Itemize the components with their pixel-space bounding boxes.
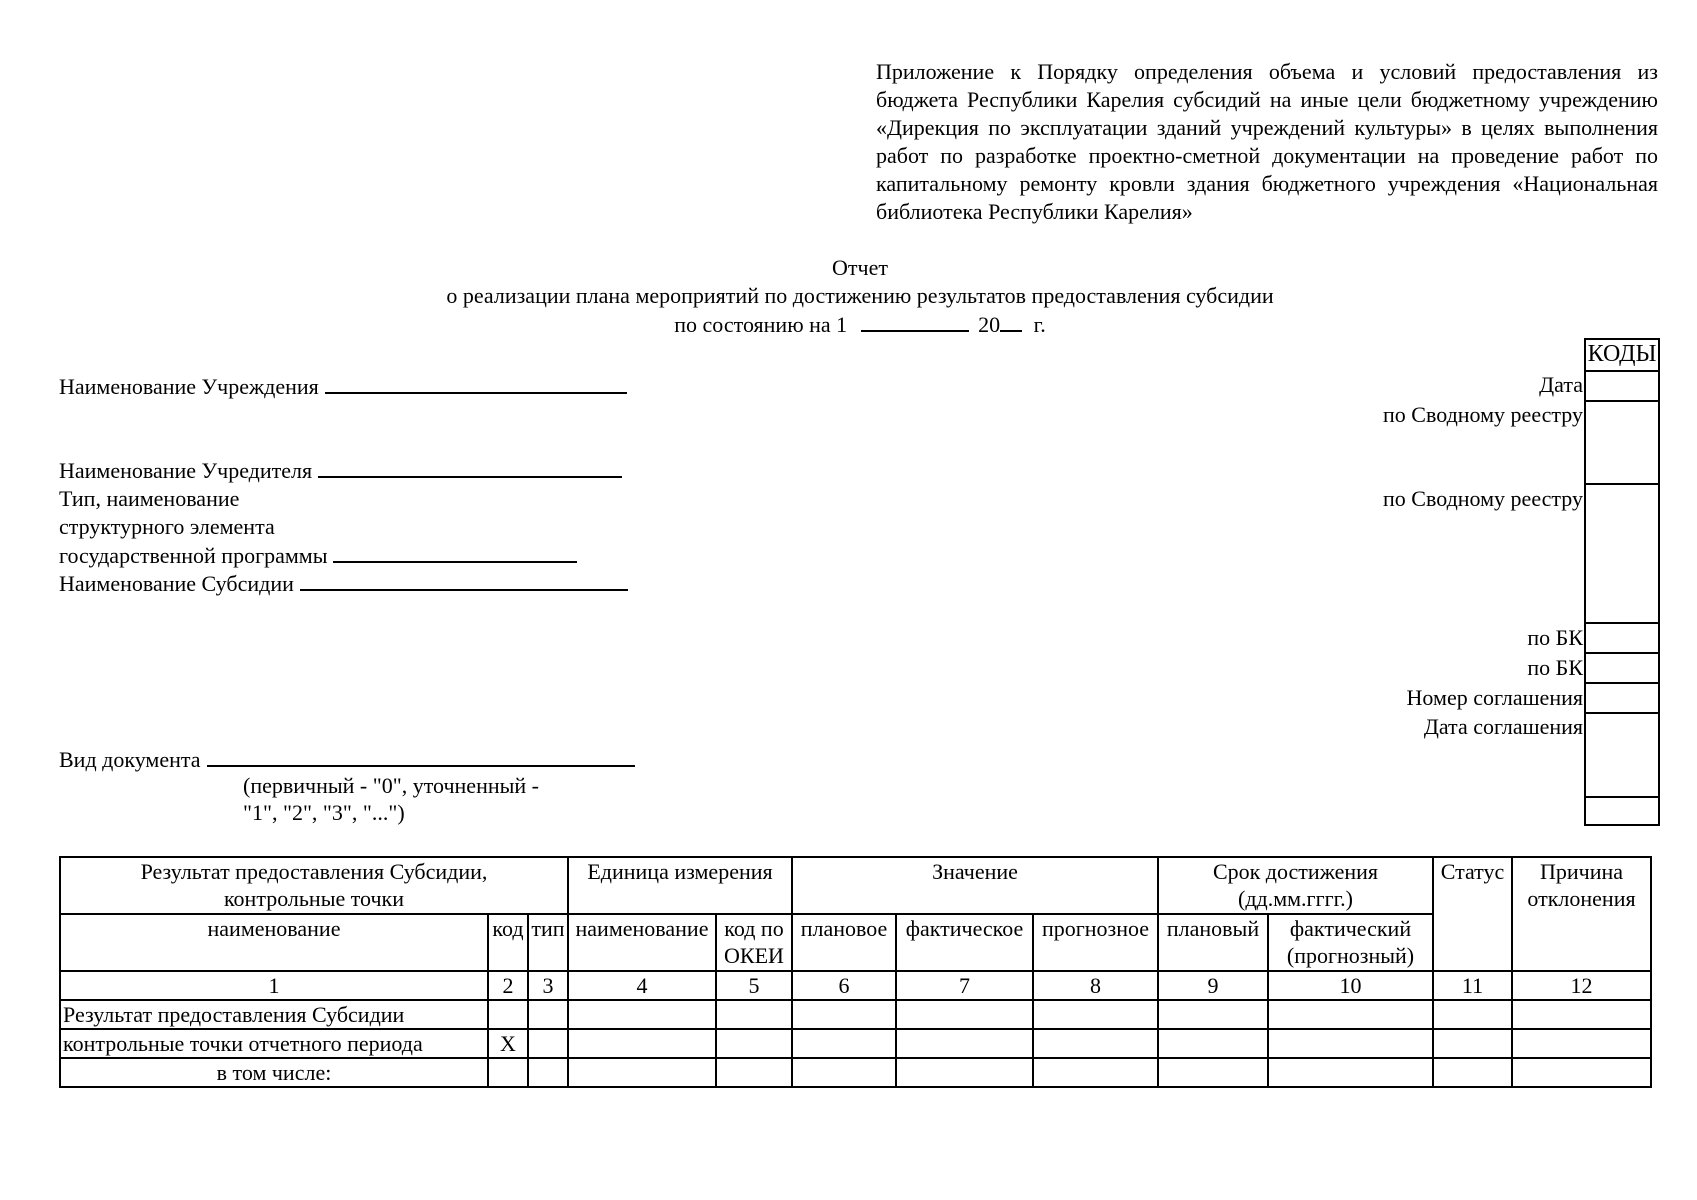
header-result-line2: контрольные точки <box>223 886 405 911</box>
column-number: 2 <box>488 971 528 1000</box>
program-label-1: Тип, наименование <box>59 486 240 511</box>
subheader-okei-line2: ОКЕИ <box>724 943 784 968</box>
subheader-forecast: прогнозное <box>1033 914 1158 971</box>
subheader-type: тип <box>528 914 568 971</box>
doc-type-label: Вид документа <box>59 747 201 772</box>
date-prefix: по состоянию на 1 <box>674 312 848 337</box>
founder-label: Наименование Учредителя <box>59 458 313 483</box>
subheader-planned-date: плановый <box>1158 914 1268 971</box>
header-deadline <box>1158 857 1433 914</box>
code-label-registry-2: по Сводному реестру <box>1383 486 1583 511</box>
doc-type-hint-1: (первичный - "0", уточненный - <box>243 773 539 798</box>
row-planned-date[interactable] <box>1158 1000 1268 1029</box>
program-field[interactable] <box>333 541 577 563</box>
row-code[interactable] <box>488 1000 528 1029</box>
program-label-2: структурного элемента <box>59 514 275 539</box>
row-name: в том числе: <box>60 1058 488 1087</box>
doc-type-field[interactable] <box>207 745 635 767</box>
header-result-line1: Результат предоставления Субсидии, <box>140 859 488 884</box>
institution-label: Наименование Учреждения <box>59 374 319 399</box>
column-number: 6 <box>792 971 896 1000</box>
column-number: 12 <box>1512 971 1651 1000</box>
column-number: 8 <box>1033 971 1158 1000</box>
subheader-okei <box>716 914 792 971</box>
subheader-name: наименование <box>60 914 488 971</box>
codes-box <box>1584 338 1660 826</box>
column-number: 7 <box>896 971 1033 1000</box>
subsidy-row <box>59 569 628 598</box>
subsidy-label: Наименование Субсидии <box>59 571 294 596</box>
subheader-actual-date-line1: фактический <box>1289 916 1412 941</box>
row-planned-date[interactable] <box>1158 1029 1268 1058</box>
code-label-bk-2: по БК <box>1527 655 1583 680</box>
header-unit: Единица измерения <box>568 857 792 914</box>
row-planned-date[interactable] <box>1158 1058 1268 1087</box>
subheader-actual: фактическое <box>896 914 1033 971</box>
doc-type-row <box>59 745 635 774</box>
column-number: 5 <box>716 971 792 1000</box>
table-row <box>60 1058 1651 1087</box>
subheader-actual-date-line2: (прогнозный) <box>1286 943 1415 968</box>
row-actual[interactable] <box>896 1029 1033 1058</box>
row-name: контрольные точки отчетного периода <box>60 1029 488 1058</box>
row-unit-name[interactable] <box>568 1058 716 1087</box>
row-actual-date[interactable] <box>1268 1058 1433 1087</box>
row-actual[interactable] <box>896 1058 1033 1087</box>
row-planned[interactable] <box>792 1000 896 1029</box>
row-forecast[interactable] <box>1033 1058 1158 1087</box>
subsidy-field[interactable] <box>300 569 628 591</box>
row-name: Результат предоставления Субсидии <box>60 1000 488 1029</box>
row-type[interactable] <box>528 1058 568 1087</box>
row-reason[interactable] <box>1512 1058 1651 1087</box>
row-code[interactable] <box>488 1058 528 1087</box>
header-reason-line1: Причина <box>1539 859 1624 884</box>
header-value: Значение <box>792 857 1158 914</box>
code-label-bk-1: по БК <box>1527 625 1583 650</box>
subheader-unit-name: наименование <box>568 914 716 971</box>
header-deadline-line1: Срок достижения <box>1212 859 1379 884</box>
row-okei[interactable] <box>716 1029 792 1058</box>
subheader-actual-date <box>1268 914 1433 971</box>
row-unit-name[interactable] <box>568 1000 716 1029</box>
row-status[interactable] <box>1433 1058 1512 1087</box>
row-planned[interactable] <box>792 1029 896 1058</box>
subheader-planned: плановое <box>792 914 896 971</box>
row-unit-name[interactable] <box>568 1029 716 1058</box>
column-number: 10 <box>1268 971 1433 1000</box>
report-subtitle: о реализации плана мероприятий по достижению результатов предоставления субсидии <box>446 283 1274 308</box>
appendix-text: Приложение к Порядку определения объема и условий предоставления из бюджета Республики Карелия субсидий на иные цели бюджетному учреждению «Дирекция по эксплуатации зданий учреждений культуры» в целях выполнения работ по разработке проектно-сметной документации на проведение работ по капитальному ремонту кровли здания бюджетного учреждения «Национальная библиотека Республики Карелия» <box>876 59 1658 224</box>
codes-header: КОДЫ <box>1587 341 1657 367</box>
subheader-okei-line1: код по <box>724 916 784 941</box>
code-label-date: Дата <box>1539 372 1583 397</box>
row-planned[interactable] <box>792 1058 896 1087</box>
program-label-3: государственной программы <box>59 543 328 568</box>
column-number: 9 <box>1158 971 1268 1000</box>
row-forecast[interactable] <box>1033 1000 1158 1029</box>
table-row <box>60 1029 1651 1058</box>
institution-row <box>59 372 627 401</box>
founder-field[interactable] <box>318 456 622 478</box>
row-forecast[interactable] <box>1033 1029 1158 1058</box>
report-date-line <box>0 310 1697 339</box>
row-status[interactable] <box>1433 1029 1512 1058</box>
column-number: 11 <box>1433 971 1512 1000</box>
row-type[interactable] <box>528 1029 568 1058</box>
code-label-registry-1: по Сводному реестру <box>1383 402 1583 427</box>
row-status[interactable] <box>1433 1000 1512 1029</box>
column-number: 4 <box>568 971 716 1000</box>
date-suffix: г. <box>1033 312 1046 337</box>
report-table <box>59 856 1652 1088</box>
date-month-field[interactable] <box>861 310 969 332</box>
institution-field[interactable] <box>325 372 627 394</box>
code-label-agreement-date: Дата соглашения <box>1423 714 1583 739</box>
date-year: 20 <box>978 312 1001 337</box>
column-number: 3 <box>528 971 568 1000</box>
header-deadline-line2: (дд.мм.гггг.) <box>1238 886 1353 911</box>
row-actual-date[interactable] <box>1268 1000 1433 1029</box>
header-reason <box>1512 857 1651 971</box>
table-row <box>60 1000 1651 1029</box>
row-code: X <box>488 1029 528 1058</box>
header-reason-line2: отклонения <box>1527 886 1636 911</box>
row-type[interactable] <box>528 1000 568 1029</box>
founder-row <box>59 456 622 485</box>
report-title: Отчет <box>832 255 888 280</box>
column-number: 1 <box>60 971 488 1000</box>
row-actual[interactable] <box>896 1000 1033 1029</box>
row-okei[interactable] <box>716 1000 792 1029</box>
date-year-field[interactable] <box>1000 310 1022 332</box>
row-actual-date[interactable] <box>1268 1029 1433 1058</box>
doc-type-hint-2: "1", "2", "3", "...") <box>243 800 405 825</box>
subheader-code: код <box>488 914 528 971</box>
program-row <box>59 541 577 570</box>
row-okei[interactable] <box>716 1058 792 1087</box>
row-reason[interactable] <box>1512 1029 1651 1058</box>
header-result <box>60 857 568 914</box>
header-status: Статус <box>1433 857 1512 971</box>
code-label-agreement-number: Номер соглашения <box>1406 685 1583 710</box>
row-reason[interactable] <box>1512 1000 1651 1029</box>
